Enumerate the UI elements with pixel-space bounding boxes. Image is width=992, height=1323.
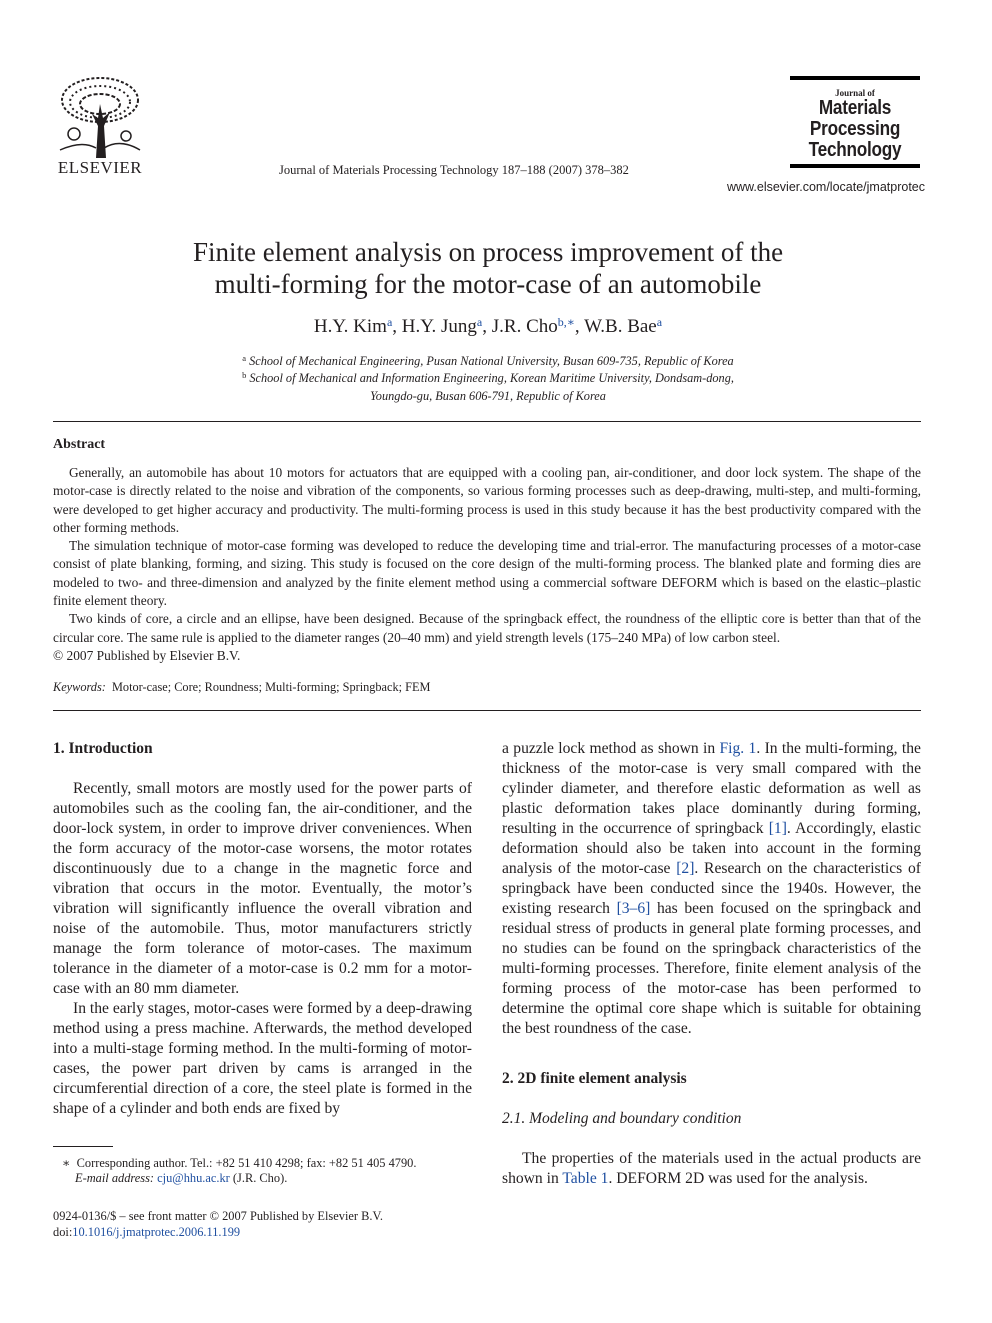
- title-line-2: multi-forming for the motor-case of an automobile: [214, 269, 762, 299]
- publisher-name: ELSEVIER: [57, 158, 143, 177]
- divider-top: [53, 421, 921, 422]
- affiliation-b-text-line-1: School of Mechanical and Information Engineering, Korean Maritime University, Dondsam-dong,: [249, 371, 734, 385]
- corresponding-mark: ∗: [62, 1156, 71, 1170]
- journal-url[interactable]: www.elsevier.com/locate/jmatprotec: [727, 180, 925, 194]
- brand-journal-of: Journal of: [835, 88, 875, 98]
- intro-paragraph-3: [502, 739, 921, 1039]
- figure-1-link[interactable]: Fig. 1: [719, 740, 757, 757]
- journal-citation: Journal of Materials Processing Technology 187–188 (2007) 378–382: [279, 163, 629, 177]
- intro-paragraph-2: In the early stages, motor-cases were formed by a deep-drawing method using a press machine. Afterwards, the method developed into a multi-stage forming method. In the multi-forming of motor-cases, the power part driven by cams is arranged in the circumferential direction of a core, the steel plate is formed in the shape of a cylinder and both ends are fixed by: [53, 1000, 472, 1117]
- affiliation-b: [150, 367, 826, 405]
- affiliation-b-text-line-2: Youngdo-gu, Busan 606-791, Republic of Korea: [370, 388, 606, 403]
- author-affiliation-mark[interactable]: b,∗: [557, 315, 575, 329]
- text-run: . DEFORM 2D was used for the analysis.: [608, 1170, 868, 1187]
- email-suffix: (J.R. Cho).: [229, 1171, 288, 1185]
- email-link[interactable]: cju@hhu.ac.kr: [157, 1171, 230, 1185]
- author-affiliation-mark[interactable]: a: [476, 315, 483, 329]
- doi-link[interactable]: 10.1016/j.jmatprotec.2006.11.199: [72, 1225, 241, 1239]
- text-run: a puzzle lock method as shown in: [502, 740, 720, 757]
- text-run: . In the multi-forming, the thickness of the motor-case is very small compared with the cylinder diameter, and therefore elastic deformation as well as plastic deformation takes place dominantly during forming, resulting in the occurrence of springback: [502, 740, 921, 837]
- subsection-2-1-heading: 2.1. Modeling and boundary condition: [502, 1110, 742, 1127]
- author-separator: ,: [482, 316, 492, 337]
- author-name: J.R. Cho: [491, 316, 558, 337]
- brand-line-1: Materials: [818, 97, 892, 119]
- paper-title: [100, 236, 876, 300]
- section-2-paragraph-1: [502, 1149, 921, 1189]
- author-affiliation-mark[interactable]: a: [386, 315, 393, 329]
- title-line-1: Finite element analysis on process improvement of the: [192, 237, 784, 267]
- text-run: has been focused on the springback and residual stress of products in general plate forming processes, and no studies can be found on the springback characteristics of the multi-forming processes. Therefore, finite element analysis of the forming process of the motor-case has been performed to determine the optimal core shape which is suitable for obtaining the best roundness of the case.: [502, 900, 921, 1037]
- section-1-heading: 1. Introduction: [53, 740, 153, 757]
- section-2-body: [502, 1149, 921, 1189]
- corresponding-author-footnote: [62, 1155, 416, 1171]
- affiliation-a-mark: a: [242, 353, 247, 363]
- brand-rule-bottom: [790, 164, 920, 168]
- abstract-paragraph-1: Generally, an automobile has about 10 motors for actuators that are equipped with a cooling pan, air-conditioner, and door lock system. The shape of the motor-case is directly related to the noise and vibration of the components, so various forming processes such as deep-drawing, multi-step, and multi-forming, were developed to get higher accuracy and productivity. The multi-forming process is used in this study because it has the best productivity compared with the other forming methods.: [53, 465, 921, 535]
- section-2-heading: 2. 2D finite element analysis: [502, 1070, 687, 1087]
- keywords-label: Keywords:: [53, 680, 106, 694]
- journal-brand: [790, 76, 920, 168]
- tree-logo-icon: [52, 74, 148, 158]
- doi-line: [53, 1225, 240, 1240]
- right-column-body: [502, 739, 921, 1039]
- affiliation-a-text: School of Mechanical Engineering, Pusan National University, Busan 609-735, Republic of Korea: [249, 354, 734, 368]
- email-label: E-mail address:: [75, 1171, 155, 1185]
- divider-bottom: [53, 710, 921, 711]
- abstract-paragraph-2: The simulation technique of motor-case forming was developed to reduce the developing time and trial-error. The manufacturing processes of a motor-case consist of plate blanking, forming, and sizing. This study is focused on the core design of the multi-forming process. The blanked plate and forming dies are modeled to two- and three-dimension and analyzed by the finite element method using a commercial software DEFORM which is based on the elastic–plastic finite element theory.: [53, 538, 921, 609]
- issn-line: 0924-0136/$ – see front matter © 2007 Published by Elsevier B.V.: [53, 1209, 383, 1223]
- abstract-copyright: © 2007 Published by Elsevier B.V.: [53, 647, 241, 663]
- reference-1-link[interactable]: [1]: [768, 820, 787, 837]
- brand-line-2: Processing: [809, 118, 901, 140]
- author-list: [100, 315, 876, 338]
- corresponding-text: Corresponding author. Tel.: +82 51 410 4298; fax: +82 51 405 4790.: [76, 1156, 417, 1170]
- abstract-heading: Abstract: [53, 437, 106, 452]
- author-name: W.B. Bae: [584, 316, 657, 337]
- reference-3-6-link[interactable]: [3–6]: [616, 900, 651, 917]
- abstract-body: [53, 464, 921, 665]
- left-column-body: [53, 779, 472, 1119]
- table-1-link[interactable]: Table 1: [562, 1170, 609, 1187]
- abstract-paragraph-3: Two kinds of core, a circle and an ellipse, have been designed. Because of the springback effect, the roundness of the elliptic core is better than that of the circular core. The same rule is applied to the diameter ranges (20–40 mm) and yield strength levels (175–240 MPa) of low carbon steel.: [53, 611, 921, 645]
- text-run: The properties of the materials used in the actual products are shown in: [502, 1150, 921, 1187]
- author-name: H.Y. Jung: [401, 316, 477, 337]
- author-name: H.Y. Kim: [313, 316, 387, 337]
- author-affiliation-mark[interactable]: a: [656, 315, 663, 329]
- doi-label: doi:: [53, 1225, 73, 1239]
- brand-line-3: Technology: [808, 139, 902, 161]
- reference-2-link[interactable]: [2]: [676, 860, 695, 877]
- text-run: . Research on the characteristics of springback have been conducted since the 1940s. However, the existing research: [502, 860, 921, 917]
- brand-rule-top: [790, 76, 920, 80]
- keywords-list: Motor-case; Core; Roundness; Multi-forming; Springback; FEM: [111, 680, 431, 694]
- affiliation-b-mark: b: [242, 370, 247, 380]
- text-run: . Accordingly, elastic deformation should also be taken into account in the forming analysis of the motor-case: [502, 820, 921, 877]
- author-separator: ,: [392, 316, 402, 337]
- intro-paragraph-1: Recently, small motors are mostly used for the power parts of automobiles such as the cooling fan, the air-conditioner, and the door-lock system, in order to improve driver conveniences. When the form accuracy of the motor-case worsens, the motor rotates discontinuously due to a change in the magnetic force and vibration that occurs in the motor. Eventually, the motor’s vibration will significantly influence the overall vibration and noise of the automobile. Thus, motor manufacturers strictly manage the form tolerance of motor-cases. The maximum tolerance in the diameter of a motor-case is 0.2 mm for a motor-case with an 80 mm diameter.: [53, 780, 472, 997]
- footnote-rule: [53, 1146, 113, 1147]
- keywords: [53, 680, 430, 695]
- email-footnote: [75, 1171, 287, 1186]
- author-separator: ,: [574, 316, 585, 337]
